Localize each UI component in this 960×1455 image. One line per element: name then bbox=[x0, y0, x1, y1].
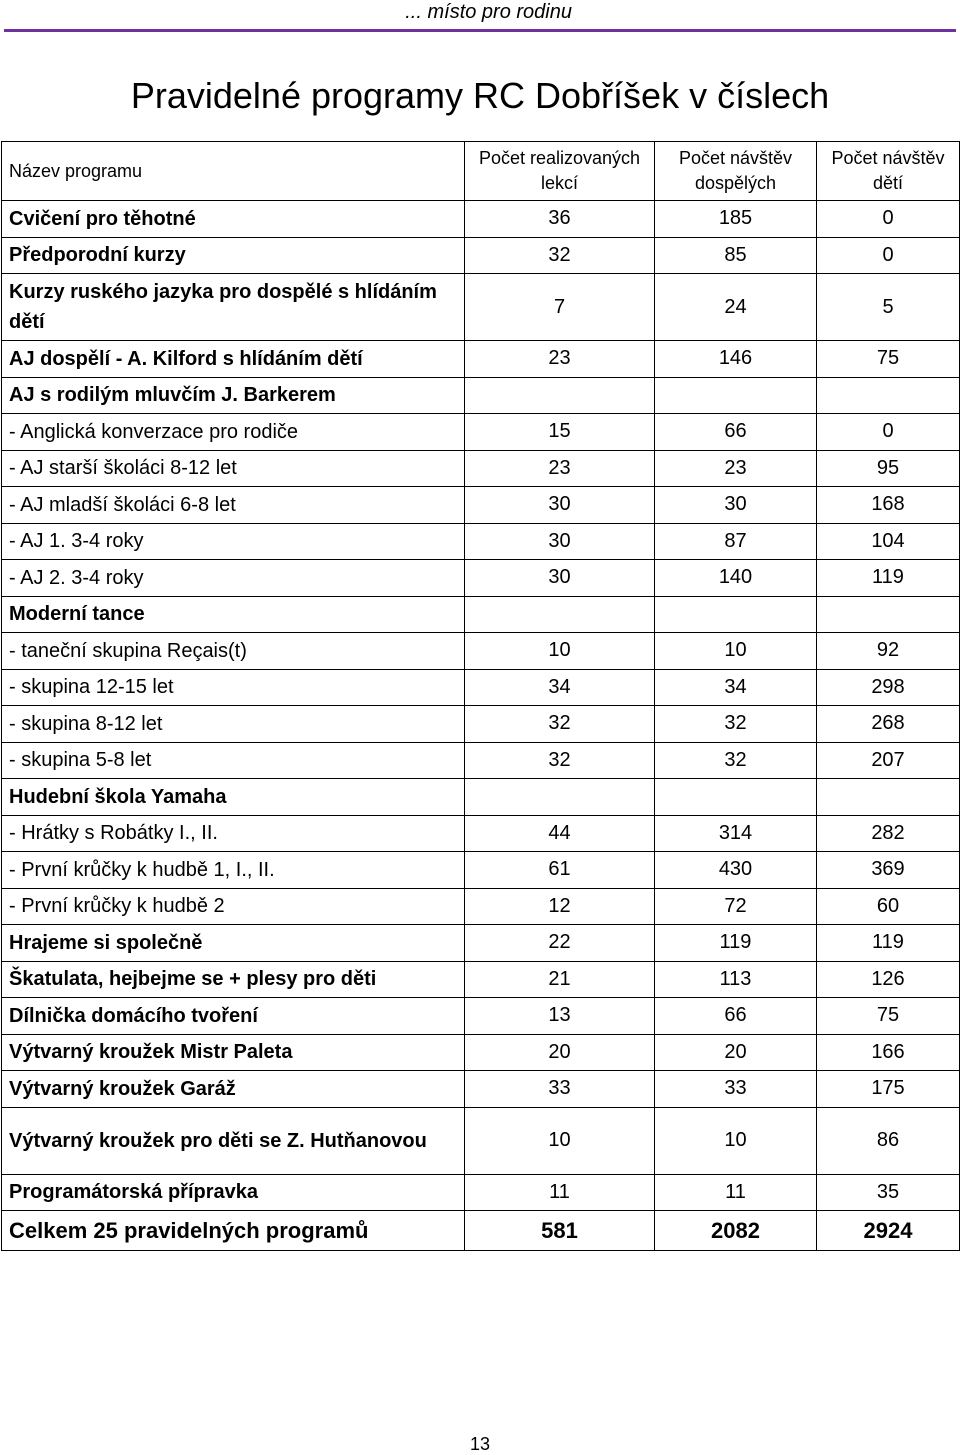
row-dospeli: 10 bbox=[655, 633, 817, 670]
row-lekce: 12 bbox=[465, 888, 655, 925]
row-name: - skupina 5-8 let bbox=[2, 742, 465, 779]
table-row bbox=[2, 815, 960, 852]
row-dospeli: 185 bbox=[655, 201, 817, 238]
row-name: Výtvarný kroužek pro děti se Z. Hutňanovou bbox=[2, 1107, 465, 1174]
row-lekce: 15 bbox=[465, 414, 655, 451]
total-lekce: 581 bbox=[465, 1211, 655, 1251]
row-deti: 75 bbox=[817, 998, 960, 1035]
table-row bbox=[2, 998, 960, 1035]
header-text: ... místo pro rodinu bbox=[405, 1, 572, 23]
row-lekce bbox=[465, 779, 655, 816]
row-name: AJ s rodilým mluvčím J. Barkerem bbox=[2, 377, 465, 414]
row-deti: 126 bbox=[817, 961, 960, 998]
table-row bbox=[2, 852, 960, 889]
row-lekce: 20 bbox=[465, 1034, 655, 1071]
row-lekce: 23 bbox=[465, 341, 655, 378]
total-dospeli: 2082 bbox=[655, 1211, 817, 1251]
row-name: - AJ 1. 3-4 roky bbox=[2, 523, 465, 560]
row-deti: 175 bbox=[817, 1071, 960, 1108]
row-dospeli: 314 bbox=[655, 815, 817, 852]
row-name: Programátorská přípravka bbox=[2, 1174, 465, 1211]
row-dospeli: 87 bbox=[655, 523, 817, 560]
row-name: Kurzy ruského jazyka pro dospělé s hlídáním dětí bbox=[2, 274, 465, 341]
row-deti: 119 bbox=[817, 560, 960, 597]
row-deti: 75 bbox=[817, 341, 960, 378]
row-dospeli: 24 bbox=[655, 274, 817, 341]
table-total-row bbox=[2, 1211, 960, 1251]
total-deti: 2924 bbox=[817, 1211, 960, 1251]
row-name: AJ dospělí - A. Kilford s hlídáním dětí bbox=[2, 341, 465, 378]
row-dospeli bbox=[655, 596, 817, 633]
row-name: Výtvarný kroužek Mistr Paleta bbox=[2, 1034, 465, 1071]
table-row bbox=[2, 633, 960, 670]
row-dospeli: 32 bbox=[655, 742, 817, 779]
row-name: Výtvarný kroužek Garáž bbox=[2, 1071, 465, 1108]
table-row bbox=[2, 1071, 960, 1108]
row-dospeli bbox=[655, 779, 817, 816]
row-lekce: 30 bbox=[465, 523, 655, 560]
row-deti: 0 bbox=[817, 201, 960, 238]
row-dospeli: 30 bbox=[655, 487, 817, 524]
row-deti: 166 bbox=[817, 1034, 960, 1071]
table-row bbox=[2, 779, 960, 816]
row-name: Škatulata, hejbejme se + plesy pro děti bbox=[2, 961, 465, 998]
table-header-row bbox=[2, 142, 960, 201]
row-lekce: 11 bbox=[465, 1174, 655, 1211]
table-row bbox=[2, 1107, 960, 1174]
row-deti: 60 bbox=[817, 888, 960, 925]
row-lekce: 44 bbox=[465, 815, 655, 852]
row-lekce: 13 bbox=[465, 998, 655, 1035]
row-deti: 95 bbox=[817, 450, 960, 487]
table-row bbox=[2, 1034, 960, 1071]
row-lekce: 61 bbox=[465, 852, 655, 889]
table-row bbox=[2, 201, 960, 238]
row-name: - Hrátky s Robátky I., II. bbox=[2, 815, 465, 852]
row-lekce: 36 bbox=[465, 201, 655, 238]
table-row bbox=[2, 274, 960, 341]
row-lekce: 10 bbox=[465, 633, 655, 670]
row-lekce: 10 bbox=[465, 1107, 655, 1174]
row-lekce: 33 bbox=[465, 1071, 655, 1108]
column-header-name: Název programu bbox=[2, 142, 465, 201]
table-row bbox=[2, 706, 960, 743]
row-deti: 119 bbox=[817, 925, 960, 962]
table-row bbox=[2, 341, 960, 378]
row-deti: 207 bbox=[817, 742, 960, 779]
row-name: - AJ starší školáci 8-12 let bbox=[2, 450, 465, 487]
table-row bbox=[2, 377, 960, 414]
row-deti: 268 bbox=[817, 706, 960, 743]
row-lekce: 23 bbox=[465, 450, 655, 487]
row-dospeli: 140 bbox=[655, 560, 817, 597]
column-header-lekce: Počet realizovaných lekcí bbox=[465, 142, 655, 201]
row-name: Hrajeme si společně bbox=[2, 925, 465, 962]
row-name: - První krůčky k hudbě 2 bbox=[2, 888, 465, 925]
row-dospeli: 66 bbox=[655, 998, 817, 1035]
row-deti: 92 bbox=[817, 633, 960, 670]
column-header-deti: Počet návštěv dětí bbox=[817, 142, 960, 201]
row-name: Dílnička domácího tvoření bbox=[2, 998, 465, 1035]
row-lekce: 34 bbox=[465, 669, 655, 706]
row-deti: 35 bbox=[817, 1174, 960, 1211]
row-deti: 86 bbox=[817, 1107, 960, 1174]
row-dospeli: 119 bbox=[655, 925, 817, 962]
row-dospeli: 32 bbox=[655, 706, 817, 743]
row-lekce: 21 bbox=[465, 961, 655, 998]
row-dospeli: 33 bbox=[655, 1071, 817, 1108]
row-lekce: 32 bbox=[465, 237, 655, 274]
table-row bbox=[2, 414, 960, 451]
row-name: Moderní tance bbox=[2, 596, 465, 633]
row-lekce bbox=[465, 596, 655, 633]
row-dospeli bbox=[655, 377, 817, 414]
row-deti bbox=[817, 779, 960, 816]
row-lekce: 22 bbox=[465, 925, 655, 962]
row-dospeli: 20 bbox=[655, 1034, 817, 1071]
table-row bbox=[2, 888, 960, 925]
row-lekce: 32 bbox=[465, 742, 655, 779]
row-name: - skupina 12-15 let bbox=[2, 669, 465, 706]
table-row bbox=[2, 961, 960, 998]
row-dospeli: 146 bbox=[655, 341, 817, 378]
row-deti: 369 bbox=[817, 852, 960, 889]
row-dospeli: 66 bbox=[655, 414, 817, 451]
row-lekce: 32 bbox=[465, 706, 655, 743]
table-row bbox=[2, 1174, 960, 1211]
row-name: - Anglická konverzace pro rodiče bbox=[2, 414, 465, 451]
programs-table bbox=[1, 141, 960, 1251]
row-deti: 0 bbox=[817, 237, 960, 274]
row-dospeli: 430 bbox=[655, 852, 817, 889]
row-deti bbox=[817, 377, 960, 414]
header-rule bbox=[4, 29, 956, 32]
table-row bbox=[2, 742, 960, 779]
row-dospeli: 72 bbox=[655, 888, 817, 925]
row-deti: 168 bbox=[817, 487, 960, 524]
row-lekce bbox=[465, 377, 655, 414]
row-dospeli: 85 bbox=[655, 237, 817, 274]
row-name: - taneční skupina Reçais(t) bbox=[2, 633, 465, 670]
row-name: Cvičení pro těhotné bbox=[2, 201, 465, 238]
page-number: 13 bbox=[469, 1434, 491, 1454]
table-row bbox=[2, 450, 960, 487]
table-row bbox=[2, 487, 960, 524]
row-name: Předporodní kurzy bbox=[2, 237, 465, 274]
row-name: Hudební škola Yamaha bbox=[2, 779, 465, 816]
row-deti: 104 bbox=[817, 523, 960, 560]
row-lekce: 7 bbox=[465, 274, 655, 341]
row-deti: 0 bbox=[817, 414, 960, 451]
row-deti: 298 bbox=[817, 669, 960, 706]
table-row bbox=[2, 925, 960, 962]
row-lekce: 30 bbox=[465, 560, 655, 597]
row-dospeli: 23 bbox=[655, 450, 817, 487]
table-row bbox=[2, 669, 960, 706]
row-dospeli: 11 bbox=[655, 1174, 817, 1211]
row-name: - AJ mladší školáci 6-8 let bbox=[2, 487, 465, 524]
row-name: - AJ 2. 3-4 roky bbox=[2, 560, 465, 597]
table-row bbox=[2, 596, 960, 633]
row-dospeli: 10 bbox=[655, 1107, 817, 1174]
table-row bbox=[2, 560, 960, 597]
row-dospeli: 34 bbox=[655, 669, 817, 706]
page-title: Pravidelné programy RC Dobříšek v číslech bbox=[130, 75, 830, 116]
table-row bbox=[2, 523, 960, 560]
row-lekce: 30 bbox=[465, 487, 655, 524]
row-name: - skupina 8-12 let bbox=[2, 706, 465, 743]
row-dospeli: 113 bbox=[655, 961, 817, 998]
row-deti: 282 bbox=[817, 815, 960, 852]
column-header-dospeli: Počet návštěv dospělých bbox=[655, 142, 817, 201]
row-deti bbox=[817, 596, 960, 633]
table-row bbox=[2, 237, 960, 274]
row-name: - První krůčky k hudbě 1, I., II. bbox=[2, 852, 465, 889]
row-deti: 5 bbox=[817, 274, 960, 341]
total-name: Celkem 25 pravidelných programů bbox=[2, 1211, 465, 1251]
